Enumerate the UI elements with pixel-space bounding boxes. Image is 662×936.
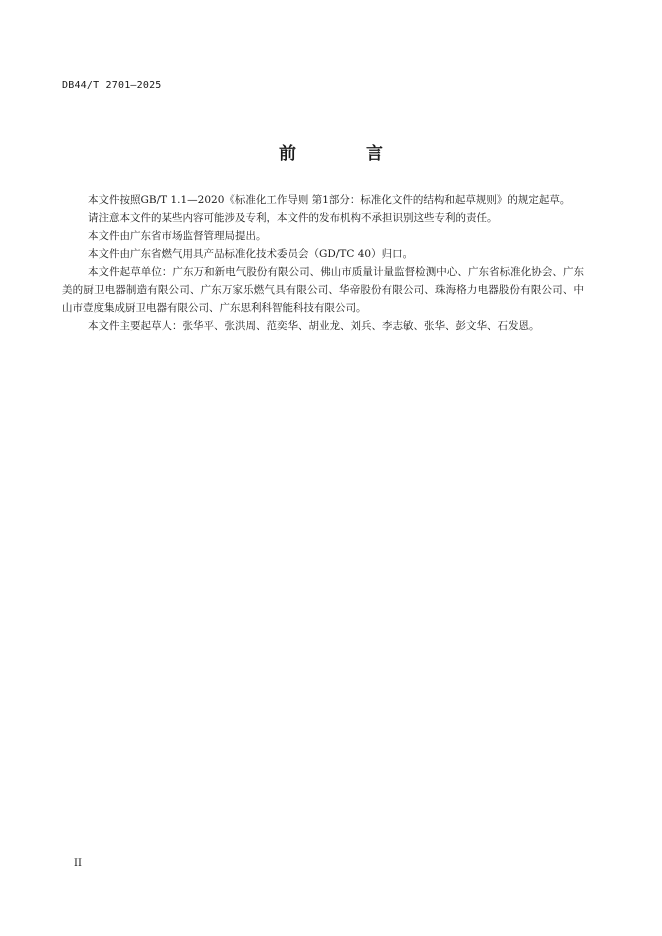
page-title: 前 言 bbox=[279, 144, 415, 164]
paragraph-patent-notice: 请注意本文件的某些内容可能涉及专利，本文件的发布机构不承担识别这些专利的责任。 bbox=[88, 212, 498, 224]
paragraph-technical-committee: 本文件由广东省燃气用具产品标准化技术委员会（GD/TC 40）归口。 bbox=[88, 248, 414, 260]
paragraph-drafting-units: 本文件起草单位：广东万和新电气股份有限公司、佛山市质量计量监督检测中心、广东省标准化协会、广东美的厨卫电器制造有限公司、广东万家乐燃气具有限公司、华帝股份有限公司、珠海格力电器股份有限公司、中山市壹度集成厨卫电器有限公司、广东思利科智能科技有限公司。 bbox=[62, 266, 584, 314]
document-code: DB44/T 2701—2025 bbox=[62, 80, 162, 91]
paragraph-drafters: 本文件主要起草人：张华平、张洪周、范奕华、胡业龙、刘兵、李志敏、张华、彭文华、石发恩。 bbox=[88, 320, 540, 332]
paragraph-proposer: 本文件由广东省市场监督管理局提出。 bbox=[88, 230, 267, 242]
foreword-body bbox=[62, 191, 584, 335]
paragraph-drafting-rules: 本文件按照GB/T 1.1—2020《标准化工作导则 第1部分：标准化文件的结构和起草规则》的规定起草。 bbox=[88, 194, 571, 206]
page-number: II bbox=[74, 858, 82, 869]
